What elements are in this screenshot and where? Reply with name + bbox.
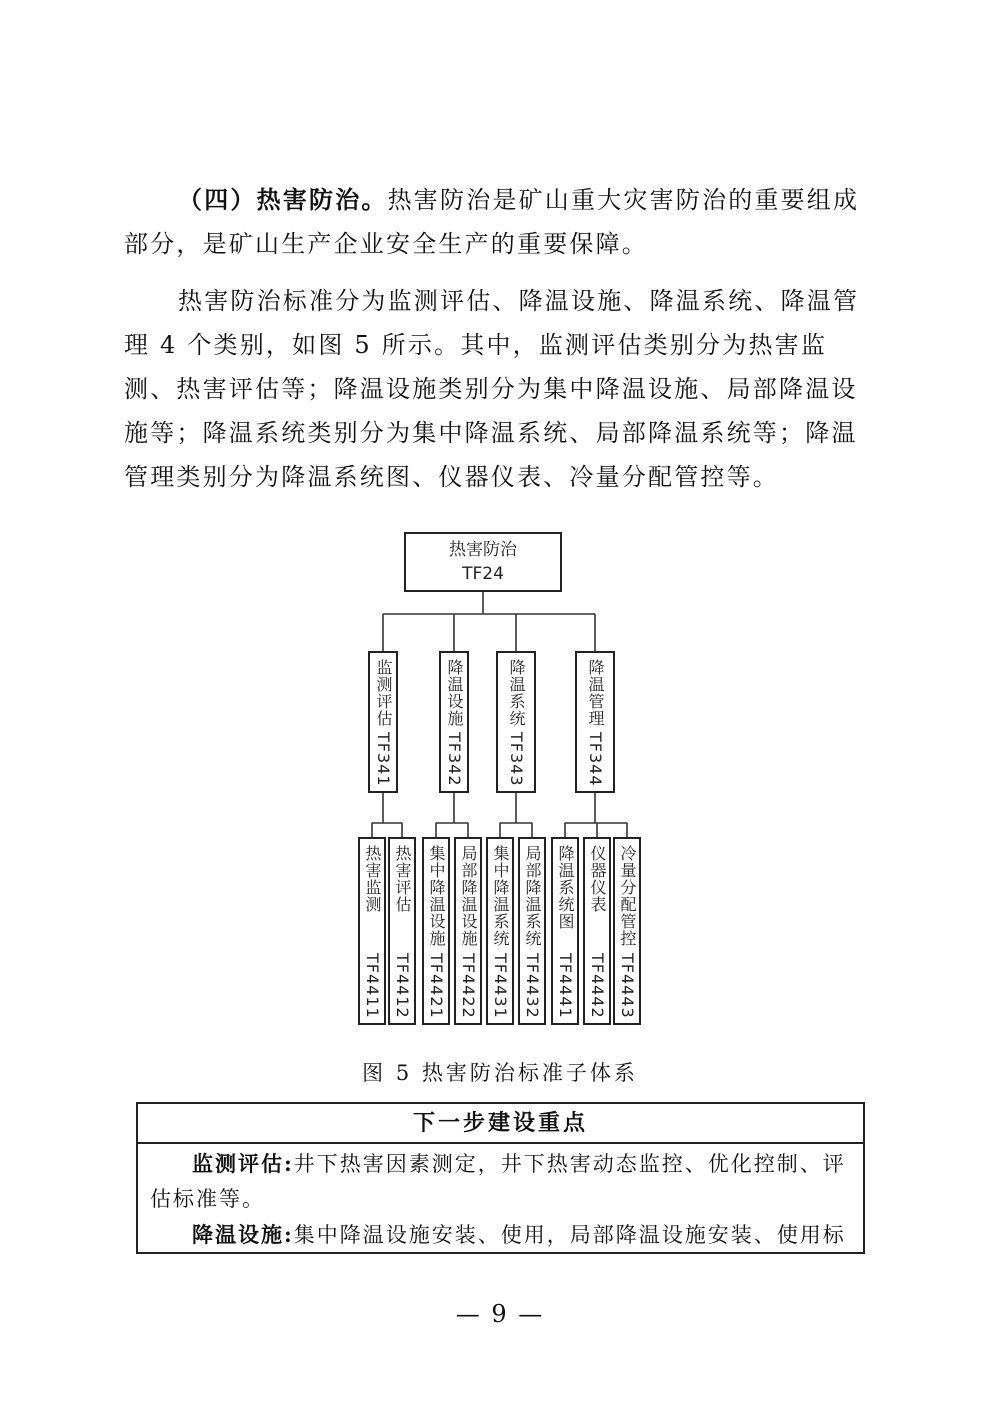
leaf-node-code: TF4422 bbox=[459, 953, 478, 1019]
leaf-node-label: 局部降温设施 bbox=[459, 845, 478, 947]
figure-caption: 图 5 热害防治标准子体系 bbox=[362, 1061, 638, 1085]
leaf-node bbox=[486, 837, 514, 1025]
leaf-node-label: 降温系统图 bbox=[556, 845, 575, 930]
leaf-node-label: 热害评估 bbox=[393, 845, 412, 913]
key-points-table bbox=[136, 1102, 865, 1254]
key-points-term: 降温设施: bbox=[192, 1222, 294, 1247]
leaf-node-code: TF4441 bbox=[556, 953, 575, 1019]
category-node bbox=[368, 651, 398, 793]
category-node-code: TF343 bbox=[507, 732, 526, 787]
section-paragraph-2: 热害防治标准分为监测评估、降温设施、降温系统、降温管理 4 个类别，如图 5 所示。其中，监测评估类别分为热害监测、热害评估等；降温设施类别分为集中降温设施、局部降温设施等；降温系统类别分为集中降温系统、局部降温系统等；降温管理类别分为降温系统图、仪器仪表、冷量分配管控等。 bbox=[124, 287, 860, 491]
leaf-node-label: 仪器仪表 bbox=[588, 845, 607, 913]
key-points-table-body bbox=[138, 1144, 863, 1253]
root-node-label: 热害防治 bbox=[449, 540, 517, 560]
leaf-node-label: 冷量分配管控 bbox=[618, 845, 637, 947]
leaf-node-code: TF4411 bbox=[363, 953, 382, 1019]
leaf-node-code: TF4443 bbox=[618, 953, 637, 1019]
leaf-node-label: 集中降温设施 bbox=[427, 845, 446, 947]
leaf-node bbox=[388, 837, 416, 1025]
key-points-table-title: 下一步建设重点 bbox=[138, 1104, 863, 1144]
leaf-node-label: 热害监测 bbox=[363, 845, 382, 913]
leaf-node-code: TF4431 bbox=[491, 953, 510, 1019]
category-node-label: 降温系统 bbox=[507, 659, 526, 727]
key-points-text: 井下热害因素测定，井下热害动态监控、优化控制、评估标准等。 bbox=[150, 1152, 846, 1211]
leaf-node-label: 集中降温系统 bbox=[491, 845, 510, 947]
leaf-node bbox=[358, 837, 386, 1025]
category-node-label: 监测评估 bbox=[374, 659, 393, 727]
key-points-term: 监测评估: bbox=[192, 1151, 294, 1176]
leaf-node bbox=[613, 837, 641, 1025]
leaf-node-code: TF4442 bbox=[588, 953, 607, 1019]
section-heading: （四）热害防治。 bbox=[178, 185, 388, 214]
key-points-row bbox=[150, 1217, 851, 1253]
category-node-label: 降温管理 bbox=[586, 659, 605, 727]
key-points-row bbox=[150, 1146, 851, 1217]
page-number: — 9 — bbox=[455, 1300, 545, 1328]
leaf-node-label: 局部降温系统 bbox=[523, 845, 542, 947]
section-intro: 热害防治是矿山重大灾害防治的重要组成部分，是矿山生产企业安全生产的重要保障。 bbox=[124, 186, 860, 258]
category-node-code: TF342 bbox=[445, 732, 464, 787]
category-node bbox=[575, 651, 615, 793]
root-node-code: TF24 bbox=[462, 564, 504, 584]
category-node-code: TF341 bbox=[374, 732, 393, 787]
leaf-node bbox=[422, 837, 450, 1025]
key-points-text: 集中降温设施安装、使用，局部降温设施安装、使用标 bbox=[293, 1223, 846, 1247]
leaf-node bbox=[551, 837, 579, 1025]
category-node-label: 降温设施 bbox=[445, 659, 464, 727]
root-node bbox=[404, 532, 562, 592]
category-node bbox=[496, 651, 536, 793]
leaf-node bbox=[583, 837, 611, 1025]
leaf-node bbox=[454, 837, 482, 1025]
leaf-node-code: TF4432 bbox=[523, 953, 542, 1019]
category-node-code: TF344 bbox=[586, 732, 605, 787]
leaf-node-code: TF4412 bbox=[393, 953, 412, 1019]
leaf-node-code: TF4421 bbox=[427, 953, 446, 1019]
category-node bbox=[439, 651, 469, 793]
leaf-node bbox=[518, 837, 546, 1025]
